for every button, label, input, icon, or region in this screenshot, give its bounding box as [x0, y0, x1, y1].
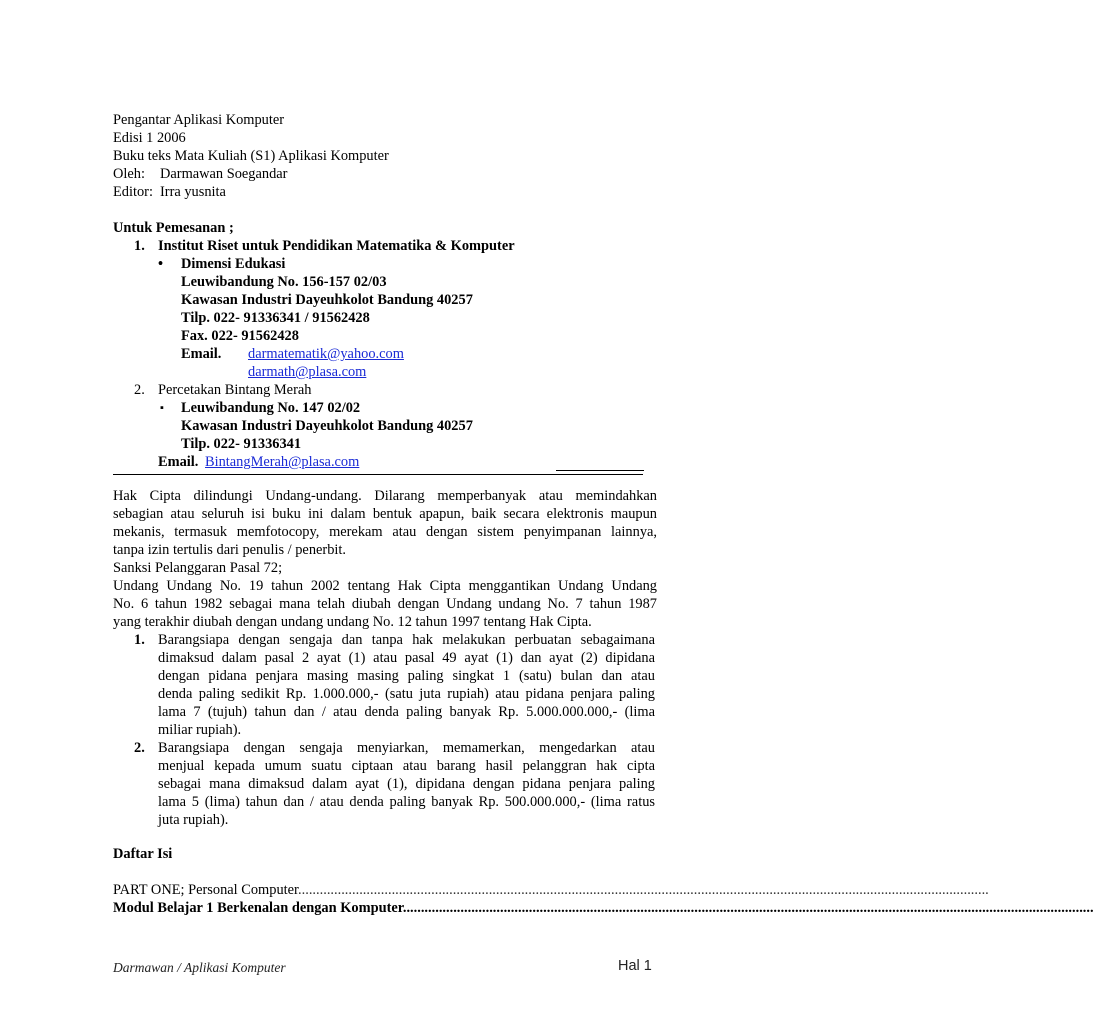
book-title: Pengantar Aplikasi Komputer — [113, 112, 285, 128]
email-link-darmatematik[interactable]: darmatematik@yahoo.com — [248, 346, 404, 362]
ordering-heading: Untuk Pemesanan ; — [113, 220, 234, 236]
toc-leader: ................................................................................................................................................................................................ — [298, 882, 989, 898]
edition: Edisi 1 2006 — [113, 130, 186, 146]
item-line: lama 5 (lima) tahun dan / atau denda paling banyak Rp. 500.000.000,- (lima ratus — [158, 794, 655, 810]
editor-name: Irra yusnita — [160, 184, 226, 200]
author-label: Oleh: — [113, 166, 145, 182]
law-line: Undang Undang No. 19 tahun 2002 tentang Hak Cipta menggantikan Undang Undang — [113, 578, 657, 594]
org2-name: Percetakan Bintang Merah — [158, 382, 312, 398]
org1-sub-name: Dimensi Edukasi — [181, 256, 286, 272]
item-line: juta rupiah). — [158, 812, 229, 828]
divider — [113, 474, 643, 475]
law-line: No. 6 tahun 1982 sebagai mana telah diubah dengan Undang undang No. 7 tahun 1987 — [113, 596, 657, 612]
org1-number: 1. — [134, 238, 145, 254]
toc-entry-label: PART ONE; Personal Computer — [113, 882, 299, 898]
editor-label: Editor: — [113, 184, 153, 200]
org1-address1: Leuwibandung No. 156-157 02/03 — [181, 274, 387, 290]
copyright-line: Hak Cipta dilindungi Undang-undang. Dilarang memperbanyak atau memindahkan — [113, 488, 657, 504]
org2-number: 2. — [134, 382, 145, 398]
toc-entry-part-one[interactable] — [113, 881, 989, 899]
copyright-line: sebagian atau seluruh isi buku ini dalam bentuk apapun, baik secara elektronis maupun — [113, 506, 657, 522]
org1-phone: Tilp. 022- 91336341 / 91562428 — [181, 310, 370, 326]
item-line: Barangsiapa dengan sengaja menyiarkan, memamerkan, mengedarkan atau — [158, 740, 655, 756]
item-line: dengan pidana penjara masing masing paling singkat 1 (satu) bulan dan atau — [158, 668, 655, 684]
footer-author: Darmawan / Aplikasi Komputer — [113, 960, 286, 975]
copyright-line: tanpa izin tertulis dari penulis / penerbit. — [113, 542, 346, 558]
org2-phone: Tilp. 022- 91336341 — [181, 436, 302, 452]
item-number: 1. — [134, 632, 145, 648]
org1-fax: Fax. 022- 91562428 — [181, 328, 299, 344]
item-number: 2. — [134, 740, 145, 756]
square-bullet-icon: ▪ — [160, 402, 164, 414]
toc-leader: ................................................................................................................................................................................................ — [402, 900, 1094, 916]
org2-address1: Leuwibandung No. 147 02/02 — [181, 400, 361, 416]
author-name: Darmawan Soegandar — [160, 166, 288, 182]
law-line: yang terakhir diubah dengan undang undang No. 12 tahun 1997 tentang Hak Cipta. — [113, 614, 592, 630]
divider-short — [556, 470, 644, 471]
org1-email-label: Email. — [181, 346, 222, 362]
item-line: Barangsiapa dengan sengaja dan tanpa hak melakukan perbuatan sebagaimana — [158, 632, 655, 648]
toc-entry-label: Modul Belajar 1 Berkenalan dengan Komputer — [113, 900, 403, 916]
email-link-bintangmerah[interactable]: BintangMerah@plasa.com — [205, 454, 360, 470]
org2-address2: Kawasan Industri Dayeuhkolot Bandung 40257 — [181, 418, 473, 434]
org1-name: Institut Riset untuk Pendidikan Matematika & Komputer — [158, 238, 515, 254]
toc-heading: Daftar Isi — [113, 846, 173, 862]
item-line: denda paling sedikit Rp. 1.000.000,- (satu juta rupiah) atau pidana penjara paling — [158, 686, 655, 702]
email-link-darmath[interactable]: darmath@plasa.com — [248, 364, 367, 380]
item-line: menjual kepada umum suatu ciptaan atau barang hasil pelanggran hak cipta — [158, 758, 655, 774]
item-line: dimaksud dalam pasal 2 ayat (1) atau pasal 49 ayat (1) dan ayat (2) dipidana — [158, 650, 655, 666]
item-line: miliar rupiah). — [158, 722, 242, 738]
page-number: Hal 1 — [618, 958, 652, 974]
item-line: lama 7 (tujuh) tahun dan / atau denda paling banyak Rp. 5.000.000.000,- (lima — [158, 704, 655, 720]
toc-entry-modul-1[interactable] — [113, 899, 1094, 917]
item-line: sebagai mana dimaksud dalam ayat (1), dipidana dengan pidana penjara paling — [158, 776, 655, 792]
book-subtitle: Buku teks Mata Kuliah (S1) Aplikasi Komputer — [113, 148, 389, 164]
org1-address2: Kawasan Industri Dayeuhkolot Bandung 40257 — [181, 292, 473, 308]
org2-email-label: Email. — [158, 454, 199, 470]
sanksi-heading: Sanksi Pelanggaran Pasal 72; — [113, 560, 283, 576]
bullet-icon: • — [158, 256, 164, 272]
copyright-line: mekanis, termasuk memfotocopy, merekam atau dengan sistem penyimpanan lainnya, — [113, 524, 657, 540]
